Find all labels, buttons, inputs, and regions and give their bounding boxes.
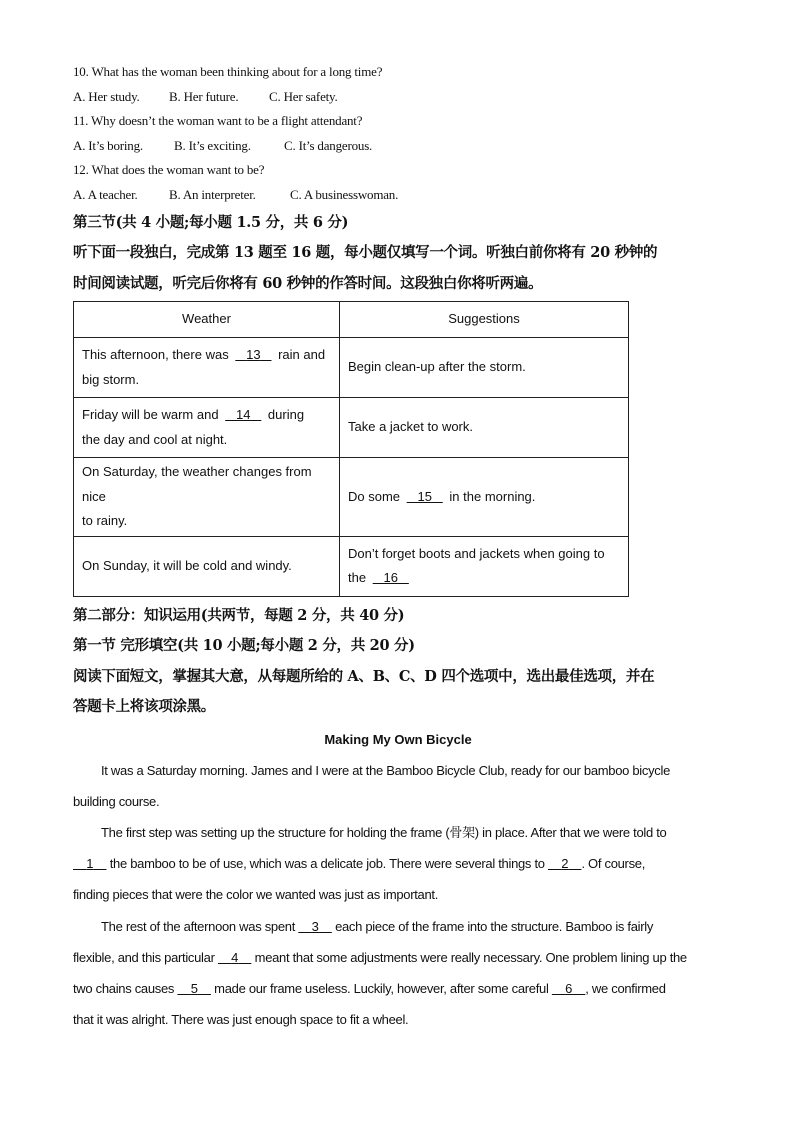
cell-text: This afternoon, there was (82, 347, 233, 363)
option-a: A. It’s boring. (73, 137, 143, 153)
blank-number: 1 (86, 856, 94, 872)
cell-text: big storm. (82, 371, 140, 387)
cell-text: Begin clean-up after the storm. (348, 359, 526, 375)
cell-text: in the morning. (445, 488, 536, 504)
paragraph-1-line-1: It was a Saturday morning. James and I were at the Bamboo Bicycle Club, ready for our bamboo bicycle (101, 762, 671, 778)
paragraph-3-line-1 (73, 911, 723, 942)
weather-cell (74, 338, 340, 398)
header-weather: Weather (74, 302, 340, 338)
option-b: B. It’s exciting. (174, 137, 251, 153)
option-c: C. It’s dangerous. (284, 137, 373, 153)
section-3-instruction-line-2: 时间阅读试题，听完后你将有 60 秒钟的作答时间。这段独白你将听两遍。 (73, 274, 543, 292)
blank-number: 2 (561, 856, 569, 872)
text: flexible, and this particular (73, 949, 218, 965)
cell-text: Take a jacket to work. (348, 419, 473, 435)
blank-number: 5 (190, 980, 198, 996)
blank-number: 6 (565, 980, 573, 996)
blank-2[interactable] (548, 856, 581, 871)
page-content (73, 60, 723, 1035)
table-row (74, 458, 629, 537)
blank-number: 3 (311, 918, 319, 934)
part-2-section-1-heading: 第一节 完形填空(共 10 小题;每小题 2 分，共 20 分) (73, 637, 415, 655)
blank-15[interactable] (404, 489, 446, 504)
header-suggestions: Suggestions (340, 302, 629, 338)
text: made our frame useless. Luckily, however, after some careful (210, 980, 552, 996)
cell-text: rain and (274, 347, 326, 363)
text: The rest of the afternoon was spent (101, 918, 299, 934)
question-stem: 10. What has the woman been thinking about for a long time? (73, 64, 383, 79)
text: . Of course, (581, 856, 646, 872)
table-header-row (74, 302, 629, 338)
blank-14[interactable] (222, 407, 264, 422)
weather-cell (74, 536, 340, 596)
paragraph-3-line-4: that it was alright. There was just enough space to fit a wheel. (73, 1012, 409, 1028)
question-options (73, 85, 723, 110)
weather-table (73, 301, 629, 597)
suggestion-cell (340, 536, 629, 596)
suggestion-cell (340, 398, 629, 458)
question-options (73, 183, 723, 208)
blank-1[interactable] (73, 856, 106, 871)
option-c: C. A businesswoman. (290, 186, 399, 202)
blank-number: 15 (417, 488, 432, 504)
cell-text: the day and cool at night. (82, 431, 228, 447)
paragraph-3-line-3 (73, 973, 723, 1004)
table-row (74, 536, 629, 596)
cell-text: On Sunday, it will be cold and windy. (82, 557, 292, 573)
table-row (74, 338, 629, 398)
section-3-instruction-line-1: 听下面一段独白，完成第 13 题至 16 题，每小题仅填写一个词。听独白前你将有 20 秒钟的 (73, 244, 658, 262)
text: each piece of the frame into the structure. Bamboo is fairly (331, 918, 654, 934)
text: two chains causes (73, 980, 178, 996)
cell-text: during (264, 407, 305, 423)
blank-16[interactable] (370, 570, 412, 585)
weather-cell (74, 398, 340, 458)
weather-cell (74, 458, 340, 537)
option-b: B. Her future. (169, 88, 239, 104)
question-stem: 11. Why doesn’t the woman want to be a flight attendant? (73, 113, 363, 129)
suggestion-cell (340, 458, 629, 537)
blank-number: 4 (231, 949, 239, 965)
question-10 (73, 60, 723, 109)
part-2-instruction-line-2: 答题卡上将该项涂黑。 (73, 698, 215, 716)
cell-text: Friday will be warm and (82, 407, 223, 423)
paragraph-2-line-2 (73, 848, 723, 879)
blank-5[interactable] (177, 981, 210, 996)
cell-text: On Saturday, the weather changes from nice (82, 464, 312, 504)
passage-title: Making My Own Bicycle (324, 731, 472, 747)
part-2-instruction-line-1: 阅读下面短文，掌握其大意，从每题所给的 A、B、C、D 四个选项中，选出最佳选项，并在 (73, 667, 655, 685)
question-11 (73, 109, 723, 158)
cell-text: Do some (348, 488, 404, 504)
cell-text: to rainy. (82, 513, 128, 529)
part-2-heading: 第二部分：知识运用(共两节，每题 2 分，共 40 分) (73, 606, 405, 624)
suggestion-cell (340, 338, 629, 398)
option-c: C. Her safety. (269, 88, 338, 104)
table-row (74, 398, 629, 458)
text: the bamboo to be of use, which was a delicate job. There were several things to (106, 856, 548, 872)
blank-13[interactable] (232, 347, 274, 362)
option-a: A. Her study. (73, 88, 140, 104)
option-b: B. An interpreter. (169, 186, 256, 202)
question-options (73, 134, 723, 159)
blank-4[interactable] (218, 950, 251, 965)
cell-text: the (348, 570, 370, 586)
section-3-heading: 第三节(共 4 小题;每小题 1.5 分，共 6 分) (73, 213, 349, 231)
blank-6[interactable] (552, 981, 585, 996)
passage-body (73, 755, 723, 1036)
question-12 (73, 158, 723, 207)
blank-number: 13 (246, 347, 261, 363)
blank-number: 14 (236, 407, 251, 423)
blank-3[interactable] (298, 919, 331, 934)
cell-text: Don’t forget boots and jackets when going to (348, 545, 605, 561)
text: , we confirmed (585, 980, 666, 996)
text: meant that some adjustments were really necessary. One problem lining up the (251, 949, 687, 965)
paragraph-3-line-2 (73, 942, 723, 973)
paragraph-2-line-1: The first step was setting up the structure for holding the frame (骨架) in place. After that we were told to (101, 824, 667, 840)
question-stem: 12. What does the woman want to be? (73, 162, 265, 178)
paragraph-1-line-2: building course. (73, 793, 160, 809)
paragraph-2-line-3: finding pieces that were the color we wanted was just as important. (73, 887, 439, 903)
option-a: A. A teacher. (73, 186, 138, 202)
blank-number: 16 (383, 570, 398, 586)
